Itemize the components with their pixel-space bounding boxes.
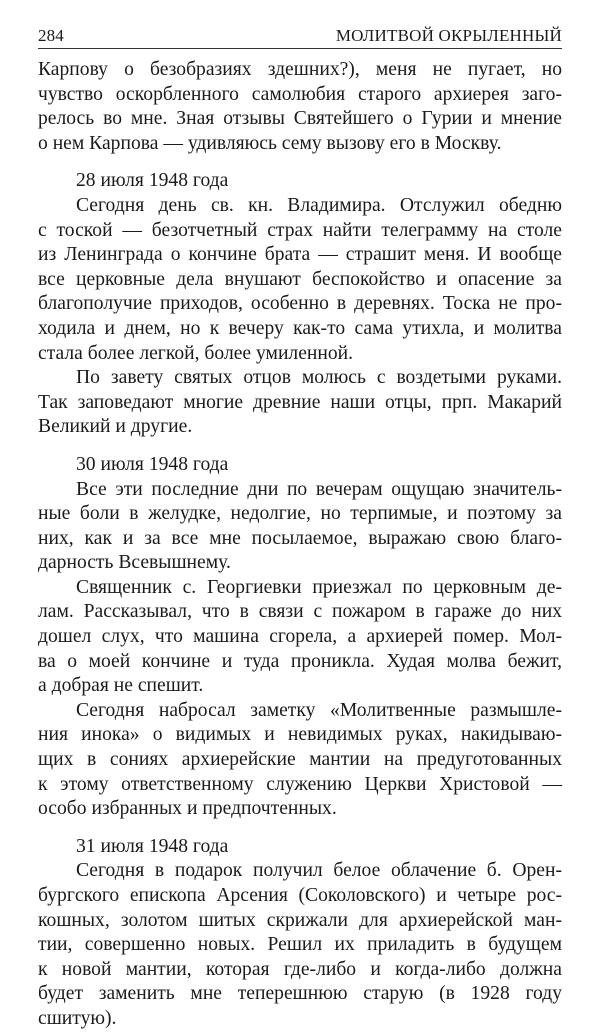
paragraph [38, 194, 562, 366]
text-line: особо избранных и предпочтенных. [38, 798, 337, 820]
header-rule [38, 48, 562, 49]
diary-date: 28 июля 1948 года [76, 170, 229, 192]
text-line: будет заменить мне теперешнюю старую (в 1928 году [38, 983, 562, 1005]
running-head [38, 22, 562, 46]
text-line: По завету святых отцов молюсь с воздетыми руками. [76, 367, 562, 389]
text-line: ва о моей кончине и туда проникла. Худая молва бежит, [38, 650, 562, 672]
text-line: бургского епископа Арсения (Соколовского) и четыре рос- [38, 885, 562, 906]
text-line: дошел слух, что машина сгорела, а архиерей помер. Мол- [38, 626, 562, 648]
text-line: чувство оскорбленного самолюбия старого архиерея заго- [38, 83, 562, 105]
text-line: лам. Рассказывал, что в связи с пожаром в гараже до них [38, 601, 562, 623]
text-line: к этому ответственному служению Церкви Христовой — [38, 773, 562, 795]
paragraph [38, 366, 562, 440]
text-line: о нем Карпова — удивляюсь сему вызову его в Москву. [38, 132, 502, 154]
text-line: дарность Всевышнему. [38, 552, 231, 574]
text-line: релось во мне. Зная отзывы Святейшего о Гурии и мнение [38, 108, 562, 130]
running-title: МОЛИТВОЙ ОКРЫЛЕННЫЙ [335, 26, 562, 45]
text-line: а добрая не спешит. [38, 675, 204, 697]
diary-date: 30 июля 1948 года [76, 453, 229, 475]
text-line: Сегодня день св. кн. Владимира. Отслужил обедню [76, 194, 562, 216]
text-line: ходила и днем, но к вечеру как-то сама утихла, и молитва [38, 317, 562, 339]
text-line: Карпову о безобразиях здешних?), меня не пугает, но [38, 59, 562, 80]
text-line: все церковные дела внушают беспокойство и опасение за [38, 268, 562, 290]
text-line: сшитую). [38, 1007, 117, 1029]
text-line: щих в сониях архиерейские мантии на предуготованных [38, 749, 562, 771]
text-line: ния инока» о видимых и невидимых руках, накидываю- [38, 724, 562, 746]
diary-date: 31 июля 1948 года [76, 835, 229, 857]
text-line: Священник с. Георгиевки приезжал по церковным де- [76, 576, 562, 598]
text-line: них, как и за все мне посылаемое, выражаю свою благо- [38, 527, 562, 549]
paragraph [38, 478, 562, 576]
page-number: 284 [38, 26, 64, 45]
text-line: Сегодня набросал заметку «Молитвенные размышле- [76, 699, 562, 721]
text-line: тии, совершенно новых. Решил их приладить в будущем [38, 934, 562, 956]
text-line: благополучие приходов, особенно в деревнях. Тоска не про- [38, 293, 562, 315]
text-line: с тоской — безотчетный страх найти телеграмму на столе [38, 219, 562, 241]
paragraph [38, 576, 562, 699]
page-body [38, 58, 562, 1032]
text-line: к новой мантии, которая где-либо и когда-либо должна [38, 958, 562, 980]
paragraph [38, 699, 562, 822]
text-line: Великий и другие. [38, 416, 193, 438]
text-line: кошных, золотом шитых скрижали для архиерейской ман- [38, 909, 562, 931]
paragraph [38, 58, 562, 156]
text-line: Так заповедают многие древние наши отцы, прп. Макарий [38, 391, 562, 413]
text-line: ные боли в желудке, недолгие, но терпимые, и поэтому за [38, 503, 562, 525]
text-line: из Ленинграда о кончине брата — страшит меня. И вообще [38, 244, 562, 266]
text-line: Все эти последние дни по вечерам ощущаю значитель- [76, 478, 562, 500]
text-line: Сегодня в подарок получил белое облачение б. Орен- [76, 860, 562, 882]
paragraph [38, 859, 562, 1031]
text-line: стала более легкой, более умиленной. [38, 342, 354, 364]
